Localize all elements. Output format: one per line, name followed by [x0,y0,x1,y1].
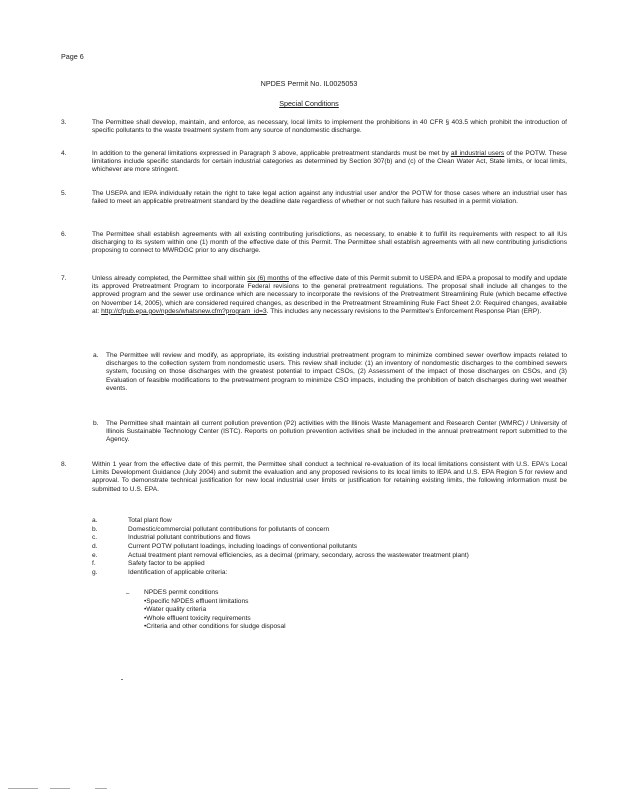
item-text: The Permittee shall develop, maintain, and enforce, as necessary, local limits to implement the prohibitions in 40 CFR § 403.5 which prohibit the introduction of specific pollutants to the waste treatment system from any source of nondomestic discharge. [92,119,567,135]
item-number: 8. [61,461,67,468]
list-item: f. Safety factor to be applied [92,560,205,568]
list-item: a. Total plant flow [92,517,172,524]
program-link[interactable]: http://cfpub.epa.gov/npdes/whatsnew.cfm?program_id=3 [101,307,267,315]
item-text: Within 1 year from the effective date of this permit, the Permittee shall conduct a technical re-evaluation of its local limitations consistent with U.S. EPA's Local Limits Development Guidance (July 2004) and submit the evaluation and any proposed revisions to its local limits to IEPA and U.S. EPA Region 5 for review and approval. To demonstrate technical justification for new local industrial user limits or justification for retaining existing limits, the following information must be submitted to U.S. EPA. [92,461,567,493]
subitem-text: The Permittee shall maintain all current pollution prevention (P2) activities with the Illinois Waste Management and Research Center (WMRC) / University of Illinois Sustainable Technology Center (ISTC). Reports on pollution prevention activities shall be included in the annual pretreatment report submitted to the Agency. [106,420,567,444]
subitem-text: The Permittee will review and modify, as appropriate, its existing industrial pretreatment program to minimize combined sewer overflow impacts related to discharges to the collection system from nondomestic users. This review shall include: (1) an inventory of nondomestic discharges to the combined sewers system, focusing on those discharges with the greatest potential to impact CSOs, (2) Assessment of the impact of those discharges on CSOs, and (3) Evaluation of feasible modifications to the pretreatment program to minimize CSO impacts, including the prohibition of batch discharges during wet weather events. [106,352,567,392]
item-text: Unless already completed, the Permittee shall within six (6) months of the effective date of this Permit submit to USEPA and IEPA a proposal to modify and update its approved Pretreatment Program to incorporate Federal revisions to the general pretreatment regulations. The proposal shall include all changes to the approved program and the sewer use ordinance which are necessary to incorporate the revisions of the Pretreatment Streamlining Rule (which became effective on November 14, 2005), which are considered required changes, as described in the Pretreatment Streamlining Rule Fact Sheet 2.0: Required changes, available at: http://cfpub.epa.gov/npdes/whatsnew.cfm?program_id=3. This includes any necessary revisions to the Permittee's Enforcement Response Plan (ERP). [92,275,567,315]
scan-speck [50,788,70,789]
list-item: e. Actual treatment plant removal efficiencies, as a decimal (primary, secondary, across the wastewater treatment plant) [92,551,469,559]
scan-speck [121,679,123,680]
list-item: g. Identification of applicable criteria: [92,569,228,577]
list-item: •Whole effluent toxicity requirements [144,614,251,622]
list-item: b. Domestic/commercial pollutant contributions for pollutants of concern [92,525,330,533]
item-number: 5. [61,190,67,197]
scan-speck [8,788,38,789]
list-item: •Water quality criteria [144,606,207,614]
item-number: 3. [61,119,67,126]
list-item: NPDES permit conditions [144,589,219,596]
page-number: Page 6 [61,52,84,61]
subitem-letter: a. [93,352,99,359]
criteria-list [144,589,444,632]
item-text: The USEPA and IEPA individually retain the right to take legal action against any industrial user and/or the POTW for those cases where an industrial user has failed to meet an applicable pretreatment standard by the deadline date regardless of whether or not such failure has resulted in a permit violation. [92,190,567,206]
list-item: d. Current POTW pollutant loadings, including loadings of conventional pollutants [92,543,358,551]
item-text: In addition to the general limitations expressed in Paragraph 3 above, applicable pretreatment standards must be met by all industrial users of the POTW. These limitations include specific standards for certain industrial categories as determined by Section 307(b) and (c) of the Clean Water Act, State limits, or local limits, whichever are more stringent. [92,150,567,174]
dash-mark: – [126,591,130,597]
item-text: The Permittee shall establish agreements with all existing contributing jurisdictions, as necessary, to enable it to fulfill its requirements with respect to all IUs discharging to its system within one (1) month of the effective date of this Permit. The Permittee shall establish agreements with all new contributing jurisdictions proposing to connect to MWRDGC prior to any discharge. [92,231,567,255]
required-information-list [92,517,572,578]
list-item: •Criteria and other conditions for sludge disposal [144,623,286,631]
item-number: 6. [61,231,67,238]
subitem-letter: b. [93,420,99,427]
list-item: •Specific NPDES effluent limitations [144,597,249,605]
item-number: 7. [61,275,67,282]
list-item: c. Industrial pollutant contributions and flows [92,534,251,542]
underlined-phrase: six (6) months [247,275,289,282]
scan-speck [95,788,107,789]
item-number: 4. [61,150,67,157]
section-title: Special Conditions [279,99,339,108]
permit-number: NPDES Permit No. IL0025053 [260,79,358,88]
underlined-phrase: all industrial users [450,150,505,157]
